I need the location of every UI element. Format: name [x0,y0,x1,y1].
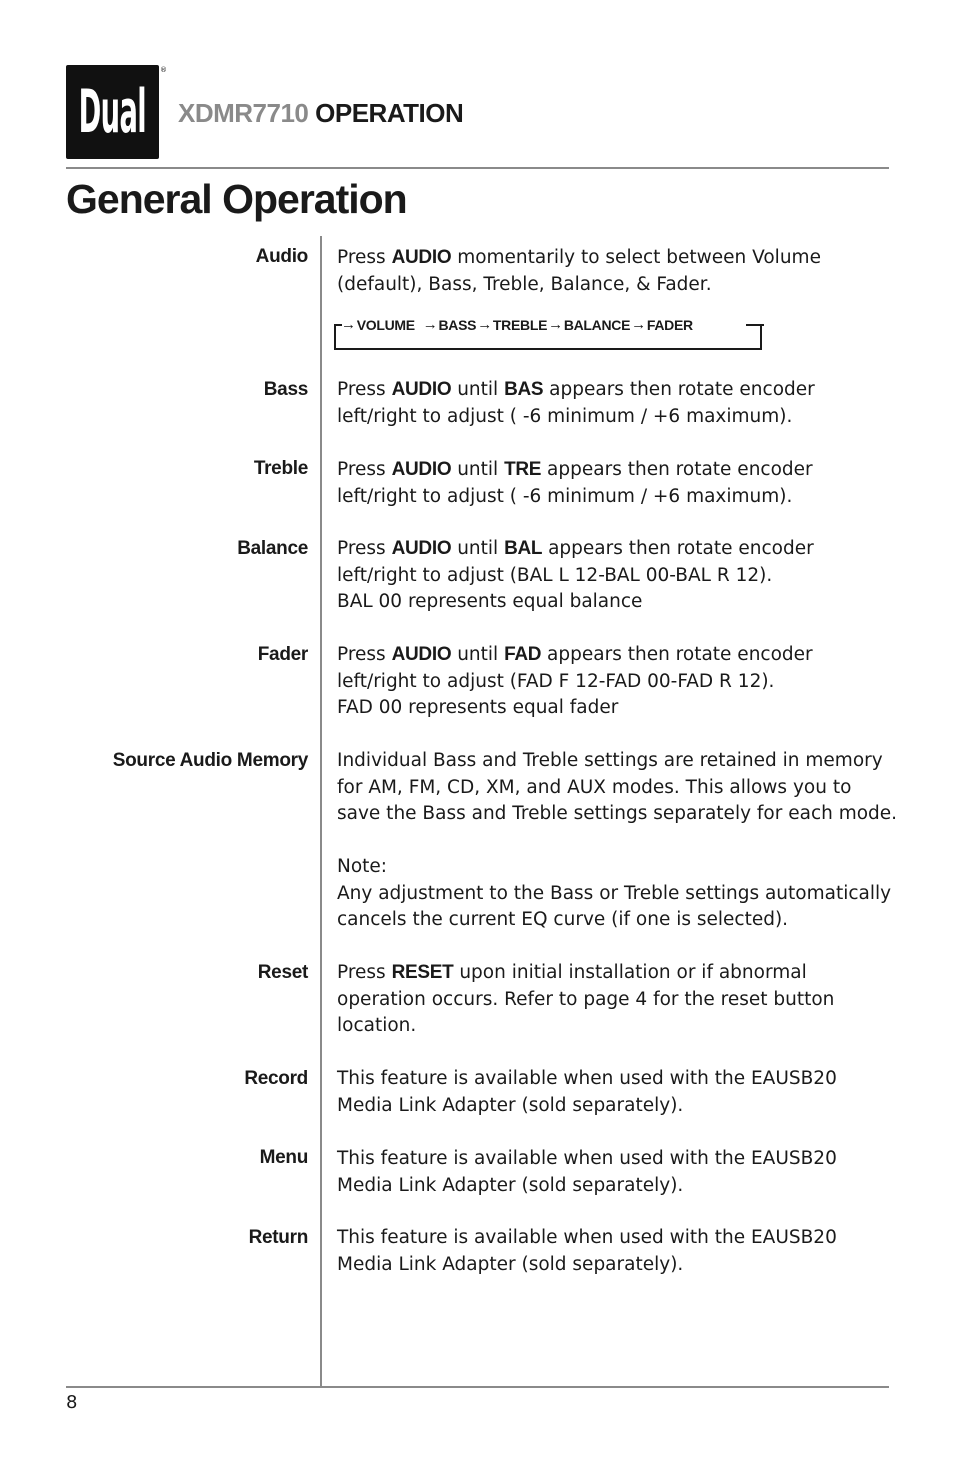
brand-logo [66,65,159,159]
arrow-right-icon: → [341,316,356,333]
desc-line: This feature is available when used with the EAUSB20 [337,1068,837,1089]
desc-line: operation occurs. Refer to page 4 for the reset button [337,988,835,1010]
desc-bass [337,377,897,430]
desc-line: Press RESET upon initial installation or if abnormal [337,962,807,983]
flow-step-volume: VOLUME [356,316,415,333]
desc-line: left/right to adjust (FAD F 12-FAD 00-FAD R 12). [337,670,775,692]
page-number: 8 [66,1392,78,1413]
arrow-right-icon: → [477,316,492,333]
label-menu: Menu [259,1147,308,1168]
desc-line: Media Link Adapter (sold separately). [337,1253,684,1275]
desc-line: (default), Bass, Treble, Balance, & Fader. [337,273,712,295]
note-title: Note: [337,856,388,877]
audio-mode-flow-diagram [334,314,764,352]
label-source-audio-memory: Source Audio Memory [112,750,308,771]
desc-line: This feature is available when used with the EAUSB20 [337,1148,837,1169]
header-divider [66,167,889,169]
note-block [337,854,897,934]
desc-line: cancels the current EQ curve (if one is selected). [337,909,789,930]
label-record: Record [244,1068,308,1089]
flow-step-treble: TREBLE [492,316,548,333]
arrow-right-icon: → [548,316,563,333]
label-treble: Treble [253,458,308,479]
model-number: XDMR7710 [178,98,309,128]
column-divider [320,236,322,1386]
desc-line: BAL 00 represents equal balance [337,591,643,612]
flow-steps [340,316,693,333]
desc-line: Media Link Adapter (sold separately). [337,1174,684,1196]
label-bass: Bass [263,379,308,400]
desc-line: left/right to adjust (BAL L 12-BAL 00-BAL R 12). [337,564,773,586]
desc-return [337,1225,897,1278]
footer-divider [66,1386,889,1388]
desc-line: This feature is available when used with the EAUSB20 [337,1227,837,1248]
desc-line: Press AUDIO until TRE appears then rotate encoder [337,459,813,480]
desc-line: left/right to adjust ( -6 minimum / +6 maximum). [337,485,793,507]
arrow-right-icon: → [422,316,438,333]
header-title [178,98,463,129]
desc-line: Press AUDIO until BAS appears then rotate encoder [337,379,815,400]
desc-treble [337,457,897,510]
flow-loop-line [746,324,764,326]
desc-balance [337,536,897,616]
desc-line: FAD 00 represents equal fader [337,697,619,718]
label-reset: Reset [257,962,308,983]
label-return: Return [248,1227,308,1248]
desc-record [337,1066,897,1119]
header-title-suffix: OPERATION [308,98,464,128]
flow-step-bass: BASS [438,316,477,333]
desc-source-audio-memory [337,748,897,828]
desc-line: Individual Bass and Treble settings are retained in memory [337,750,883,771]
flow-step-balance: BALANCE [563,316,631,333]
desc-audio [337,245,897,298]
label-fader: Fader [257,644,308,665]
desc-line: Press AUDIO until BAL appears then rotate encoder [337,538,814,559]
arrow-right-icon: → [631,316,646,333]
desc-line: Any adjustment to the Bass or Treble settings automatically [337,882,892,904]
desc-line: Press AUDIO until FAD appears then rotate encoder [337,644,813,665]
desc-line: save the Bass and Treble settings separately for each mode. [337,803,898,824]
desc-line: for AM, FM, CD, XM, and AUX modes. This allows you to [337,776,852,798]
desc-line: Press AUDIO momentarily to select between Volume [337,247,821,268]
page-title: General Operation [66,176,407,222]
label-audio: Audio [255,246,308,267]
desc-line: left/right to adjust ( -6 minimum / +6 maximum). [337,405,793,427]
label-balance: Balance [237,538,308,559]
desc-line: location. [337,1015,417,1036]
logo-text: Dual [78,77,147,147]
desc-reset [337,960,897,1040]
desc-menu [337,1146,897,1199]
flow-step-fader: FADER [646,316,693,333]
registered-mark: ® [160,66,167,74]
desc-line: Media Link Adapter (sold separately). [337,1094,684,1116]
desc-fader [337,642,897,722]
